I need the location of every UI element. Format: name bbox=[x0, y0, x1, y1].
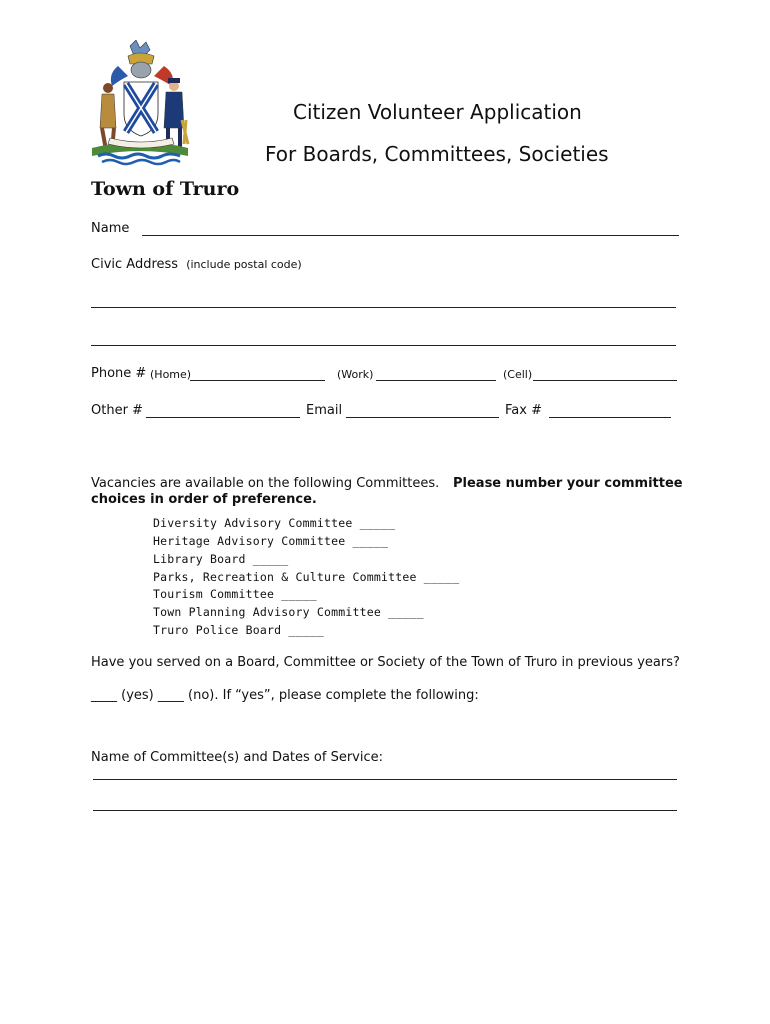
service-dates-line-1[interactable] bbox=[93, 779, 677, 780]
vacancies-instruction-1: Please number your committee bbox=[453, 476, 683, 491]
name-label: Name bbox=[91, 221, 130, 236]
civic-address-label-text: Civic Address bbox=[91, 257, 179, 272]
address-line-1[interactable] bbox=[91, 307, 676, 308]
committee-item[interactable]: Heritage Advisory Committee _____ bbox=[153, 534, 389, 548]
home-label: (Home) bbox=[150, 368, 192, 381]
fax-label: Fax # bbox=[505, 403, 542, 418]
committee-item[interactable]: Parks, Recreation & Culture Committee _____ bbox=[153, 570, 460, 584]
committee-item[interactable]: Town Planning Advisory Committee _____ bbox=[153, 605, 424, 619]
work-label: (Work) bbox=[337, 368, 374, 381]
email-field[interactable] bbox=[346, 417, 499, 418]
committee-item[interactable]: Truro Police Board _____ bbox=[153, 623, 324, 637]
fax-field[interactable] bbox=[549, 417, 671, 418]
coat-of-arms-crest bbox=[88, 40, 192, 168]
civic-address-label bbox=[91, 257, 302, 272]
other-label: Other # bbox=[91, 403, 143, 418]
address-line-2[interactable] bbox=[91, 345, 676, 346]
committee-item[interactable]: Library Board _____ bbox=[153, 552, 289, 566]
previous-service-question: Have you served on a Board, Committee or Society of the Town of Truro in previous years? bbox=[91, 655, 680, 670]
vacancies-instruction-2: choices in order of preference. bbox=[91, 492, 317, 507]
name-field[interactable] bbox=[142, 235, 679, 236]
work-phone-field[interactable] bbox=[376, 380, 496, 381]
form-subtitle: For Boards, Committees, Societies bbox=[265, 142, 609, 166]
civic-address-note: (include postal code) bbox=[186, 258, 302, 271]
previous-service-answer[interactable]: ____ (yes) ____ (no). If “yes”, please complete the following: bbox=[91, 688, 479, 703]
service-dates-label: Name of Committee(s) and Dates of Service: bbox=[91, 750, 384, 765]
other-phone-field[interactable] bbox=[146, 417, 300, 418]
cell-phone-field[interactable] bbox=[533, 380, 677, 381]
form-title: Citizen Volunteer Application bbox=[293, 100, 582, 124]
email-label: Email bbox=[306, 403, 343, 418]
vacancies-intro: Vacancies are available on the following Committees. bbox=[91, 476, 440, 491]
committee-item[interactable]: Diversity Advisory Committee _____ bbox=[153, 516, 396, 530]
phone-label: Phone # bbox=[91, 366, 147, 381]
service-dates-line-2[interactable] bbox=[93, 810, 677, 811]
committee-item[interactable]: Tourism Committee _____ bbox=[153, 587, 317, 601]
home-phone-field[interactable] bbox=[190, 380, 325, 381]
cell-label: (Cell) bbox=[503, 368, 533, 381]
town-name: Town of Truro bbox=[91, 178, 240, 200]
